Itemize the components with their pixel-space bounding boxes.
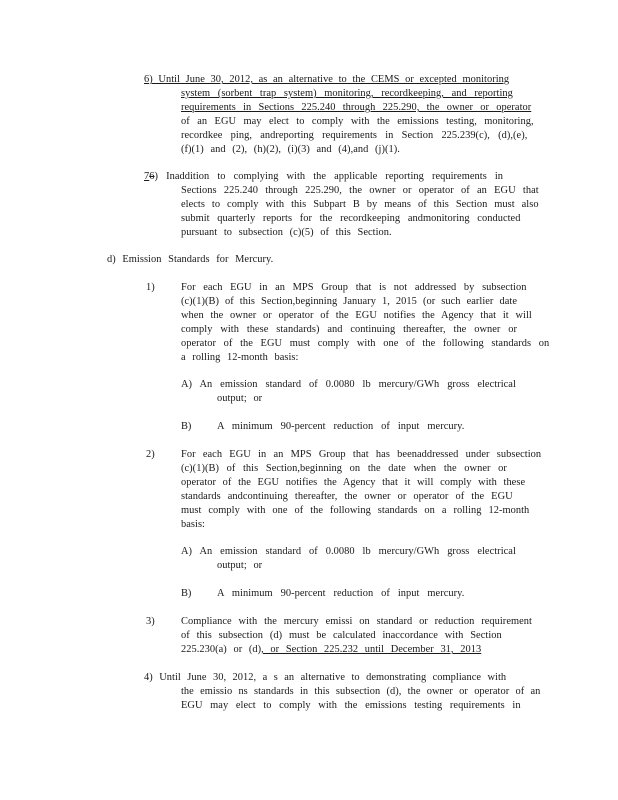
item-7-number-deleted: 6 bbox=[149, 171, 155, 182]
subsection-1-number: 1) bbox=[146, 282, 155, 293]
item-6-line-2: system (sorbent trap system) monitoring, recordkeeping, and reporting bbox=[181, 88, 513, 99]
subsection-1-line-5: operator of the EGU must comply with one of the following standards on bbox=[181, 338, 550, 349]
subsection-2-line-2: (c)(1)(B) of this Section,beginning on the date when the owner or bbox=[181, 463, 507, 474]
subsection-3-line-2: of this subsection (d) must be calculated inaccordance with Section bbox=[181, 630, 502, 641]
item-4-line-2: the emissio ns standards in this subsection (d), the owner or operator of an bbox=[181, 686, 541, 697]
subsection-3-line-3 bbox=[181, 643, 481, 656]
item-4-line-1: 4) Until June 30, 2012, a s an alternative to demonstrating compliance with bbox=[144, 672, 507, 683]
subsection-1-option-a-line-1: A) An emission standard of 0.0080 lb mercury/GWh gross electrical bbox=[181, 379, 516, 390]
subsection-2-option-b-label: B) bbox=[181, 588, 192, 599]
item-7-number-inserted: 7 bbox=[144, 171, 150, 182]
subsection-2-line-1: For each EGU in an MPS Group that has beenaddressed under subsection bbox=[181, 449, 542, 460]
item-6-line-1: 6) Until June 30, 2012, as an alternative to the CEMS or excepted monitoring bbox=[144, 74, 510, 85]
item-7-number-suffix: ) bbox=[154, 171, 159, 182]
subsection-2-line-4: standards andcontinuing thereafter, the owner or operator of the EGU bbox=[181, 491, 513, 502]
subsection-2-option-a-line-1: A) An emission standard of 0.0080 lb mercury/GWh gross electrical bbox=[181, 546, 516, 557]
subsection-1-option-b-text: A minimum 90-percent reduction of input mercury. bbox=[217, 421, 465, 432]
subsection-2-option-a-line-2: output; or bbox=[217, 560, 263, 571]
subsection-1-option-b-label: B) bbox=[181, 421, 192, 432]
subsection-1-line-2: (c)(1)(B) of this Section,beginning January 1, 2015 (or such earlier date bbox=[181, 296, 517, 307]
subsection-2-option-b-text: A minimum 90-percent reduction of input mercury. bbox=[217, 588, 465, 599]
item-7-line-5: pursuant to subsection (c)(5) of this Section. bbox=[181, 227, 392, 238]
item-6-line-4: of an EGU may elect to comply with the emissions testing, monitoring, bbox=[181, 116, 534, 127]
subsection-1-line-4: comply with these standards) and continuing thereafter, the owner or bbox=[181, 324, 518, 335]
item-7-line-3: elects to comply with this Subpart B by means of this Section must also bbox=[181, 199, 539, 210]
subsection-2-line-6: basis: bbox=[181, 519, 205, 530]
item-6-line-3: requirements in Sections 225.240 through 225.290, the owner or operator bbox=[181, 102, 532, 113]
subsection-3-line-3-text: 225.230(a) or (d) bbox=[181, 644, 262, 655]
subsection-3-number: 3) bbox=[146, 616, 155, 627]
subsection-3-inserted-text: , or Section 225.232 until December 31, 2013 bbox=[261, 644, 482, 655]
item-7-line-4: submit quarterly reports for the recordkeeping andmonitoring conducted bbox=[181, 213, 521, 224]
section-d-heading: d) Emission Standards for Mercury. bbox=[107, 254, 274, 265]
subsection-1-line-6: a rolling 12-month basis: bbox=[181, 352, 299, 363]
item-7-line-1 bbox=[144, 170, 503, 183]
subsection-2-line-5: must comply with one of the following standards on a rolling 12-month bbox=[181, 505, 530, 516]
subsection-1-line-3: when the owner or operator of the EGU notifies the Agency that it will bbox=[181, 310, 532, 321]
subsection-1-option-a-line-2: output; or bbox=[217, 393, 263, 404]
subsection-1-line-1: For each EGU in an MPS Group that is not addressed by subsection bbox=[181, 282, 527, 293]
item-4-line-3: EGU may elect to comply with the emissions testing requirements in bbox=[181, 700, 521, 711]
item-6-line-6: (f)(1) and (2), (h)(2), (i)(3) and (4),and (j)(1). bbox=[181, 144, 400, 155]
subsection-2-line-3: operator of the EGU notifies the Agency that it will comply with these bbox=[181, 477, 526, 488]
subsection-3-line-1: Compliance with the mercury emissi on standard or reduction requirement bbox=[181, 616, 532, 627]
item-6-line-5: recordkee ping, andreporting requirements in Section 225.239(c), (d),(e), bbox=[181, 130, 528, 141]
item-7-line-2: Sections 225.240 through 225.290, the owner or operator of an EGU that bbox=[181, 185, 539, 196]
item-7-line-1-text: Inaddition to complying with the applicable reporting requirements in bbox=[166, 171, 504, 182]
subsection-2-number: 2) bbox=[146, 449, 155, 460]
